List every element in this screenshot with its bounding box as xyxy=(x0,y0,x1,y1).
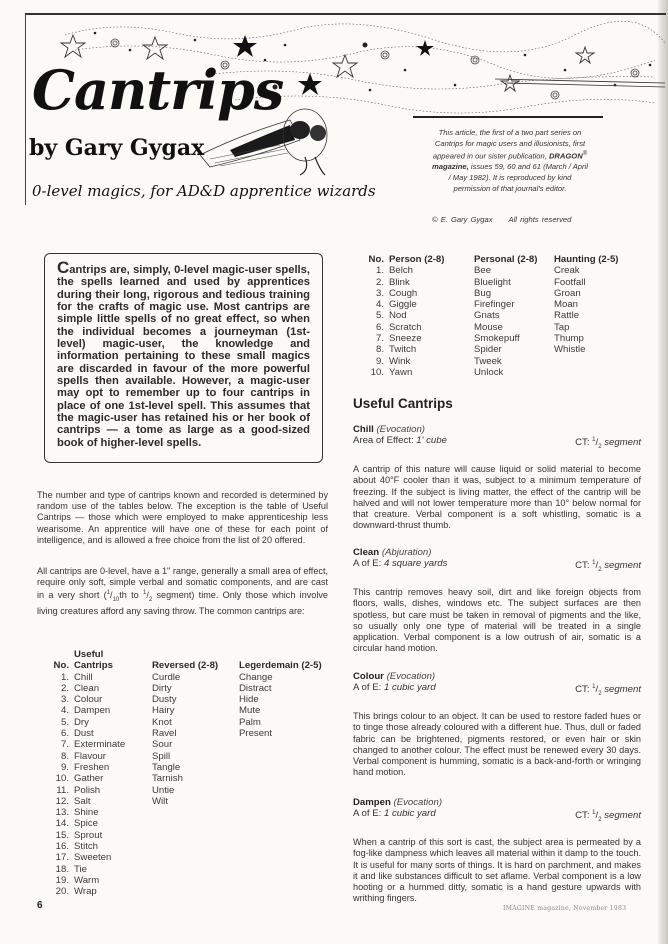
cantrip-name xyxy=(239,773,339,784)
row-number: 18. xyxy=(55,863,69,875)
table-row xyxy=(362,344,644,355)
row-number: 10. xyxy=(55,773,69,785)
cantrip-name xyxy=(239,852,339,863)
row-number: 5. xyxy=(375,310,384,322)
row-number: 7. xyxy=(375,333,384,345)
row-number: 14. xyxy=(55,818,69,830)
cantrip-name xyxy=(152,841,239,852)
column-header: Legerdemain (2-5) xyxy=(239,660,322,672)
cantrip-name: Blink xyxy=(389,276,410,288)
aoe-label: A of E: xyxy=(353,808,382,819)
row-number: 7. xyxy=(60,739,69,751)
table-row xyxy=(44,818,339,829)
aoe-label: Area of Effect: xyxy=(353,435,414,446)
cantrip-name: Spill xyxy=(152,750,171,762)
entry-meta xyxy=(353,435,641,453)
reprint-note: This article, the first of a two part series on Cantrips for magic users and illusionists, first appeared in our sister publication, DRAGON® magazine, issues 59, 60 and 61 (March / April / May 1982). It is reproduced by kind permission of that journal's editor. xyxy=(432,128,588,193)
casting-time: CT: $^1/_2$ segment xyxy=(575,810,641,824)
cantrip-name: Hairy xyxy=(152,705,175,717)
aoe-value: 1 cubic yard xyxy=(383,682,436,693)
cantrip-name xyxy=(152,830,239,841)
cantrip-name: Shine xyxy=(74,807,99,819)
cantrip-name: Tweek xyxy=(474,355,502,367)
cantrip-name: Tap xyxy=(554,321,570,333)
star-icon xyxy=(576,47,594,63)
row-number: 10. xyxy=(370,366,384,378)
aoe-value: 1' cube xyxy=(416,435,447,446)
table-row xyxy=(44,886,339,897)
cantrip-name xyxy=(239,807,339,818)
entry-meta xyxy=(353,682,641,700)
entry-name: Colour xyxy=(353,671,384,682)
row-number: 16. xyxy=(55,841,69,853)
cantrip-name: Creak xyxy=(554,265,580,277)
cantrip-name xyxy=(239,864,339,875)
entry-description: This brings colour to an object. It can be used to restore faded hues or to tinge those already coloured with a different hue. Thus, dull or faded fabric can be brightened, pigments restored, or even hair or skin changed to another colour. The effect must be renewed every 30 days. Verbal component is humming, somatic is a back-and-forth or wringing hand motion. xyxy=(353,711,641,778)
table-row xyxy=(44,852,339,863)
cantrip-name: Tarnish xyxy=(152,773,183,785)
cantrip-name: Wink xyxy=(389,355,411,367)
cantrip-name: Tangle xyxy=(152,761,181,773)
row-number: 2. xyxy=(60,682,69,694)
table-row xyxy=(362,310,644,321)
useful-cantrips-table xyxy=(44,649,339,898)
table-row xyxy=(44,728,339,739)
aoe-label: A of E: xyxy=(353,558,382,569)
row-number: 4. xyxy=(375,299,384,311)
column-header: No. xyxy=(53,660,69,672)
cantrip-name xyxy=(152,807,239,818)
table-row xyxy=(44,875,339,886)
row-number: 1. xyxy=(375,265,384,277)
cantrip-name: Scratch xyxy=(389,321,422,333)
row-number: 3. xyxy=(375,287,384,299)
entry-description: A cantrip of this nature will cause liquid or solid material to become about 40°F cooler than it was, subject to a minimum temperature of freezing. If the subject is living matter, the effect of the cantrip will be halved and will not lower temperature more than 10° below normal for that creature. Verbal component is a soft whistling, somatic is a downward-thrust thumb. xyxy=(353,464,641,531)
star-icon xyxy=(416,40,434,56)
cantrip-name: Palm xyxy=(239,716,261,728)
cantrip-name xyxy=(239,875,339,886)
cantrip-name: Sneeze xyxy=(389,333,422,345)
cantrip-name: Yawn xyxy=(389,366,413,378)
cantrip-name: Knot xyxy=(152,716,172,728)
row-number: 8. xyxy=(375,344,384,356)
cantrip-entry xyxy=(353,424,641,531)
table-row xyxy=(44,683,339,694)
cantrip-name: Warm xyxy=(74,874,100,886)
aoe-value: 4 square yards xyxy=(383,558,448,569)
cantrip-name: Salt xyxy=(74,795,91,807)
entry-school: (Evocation) xyxy=(393,797,443,808)
table-row xyxy=(44,830,339,841)
column-header: No. xyxy=(368,254,384,265)
column-header: Personal (2-8) xyxy=(474,254,538,265)
cantrip-name: Gnats xyxy=(474,310,500,322)
cantrip-name: Freshen xyxy=(74,761,110,773)
cantrip-name: Thump xyxy=(554,333,584,345)
entry-school: (Evocation) xyxy=(376,424,425,435)
cantrip-name xyxy=(239,739,339,750)
section-heading: Useful Cantrips xyxy=(353,396,453,411)
cantrip-name: Footfall xyxy=(554,276,586,288)
cantrip-name: Wrap xyxy=(74,886,97,898)
row-number: 6. xyxy=(375,321,384,333)
table-row xyxy=(362,333,644,344)
table-row xyxy=(44,694,339,705)
cantrip-name: Present xyxy=(239,728,273,740)
cantrip-name: Colour xyxy=(74,694,103,706)
entry-school: (Evocation) xyxy=(386,671,436,682)
cantrip-name: Cough xyxy=(389,287,418,299)
entry-name: Clean xyxy=(353,547,380,558)
entry-heading xyxy=(353,547,641,558)
cantrip-name: Spider xyxy=(474,344,502,356)
cantrip-name: Mute xyxy=(239,705,261,717)
cantrip-name: Smokepuff xyxy=(474,333,520,345)
cantrip-name xyxy=(239,751,339,762)
drop-cap: C xyxy=(57,258,70,277)
row-number: 1. xyxy=(60,671,69,683)
cantrip-name xyxy=(239,841,339,852)
row-number: 9. xyxy=(375,355,384,367)
row-number: 5. xyxy=(60,716,69,728)
entry-heading xyxy=(353,671,641,682)
cantrip-name: Whistle xyxy=(554,344,586,356)
cantrip-name xyxy=(152,864,239,875)
row-number: 9. xyxy=(60,761,69,773)
row-number: 15. xyxy=(55,829,69,841)
cantrip-name: Nod xyxy=(389,310,407,322)
column-header: Useful xyxy=(74,649,104,660)
cantrip-name: Mouse xyxy=(474,321,503,333)
cantrip-name: Sprout xyxy=(74,829,103,841)
row-number: 6. xyxy=(60,728,69,740)
table-row xyxy=(362,367,644,378)
row-number: 4. xyxy=(60,705,69,717)
cantrip-name: Bee xyxy=(474,265,492,277)
cantrip-name: Giggle xyxy=(389,299,417,311)
cantrip-name: Dampen xyxy=(74,705,111,717)
table-row xyxy=(44,841,339,852)
table-row xyxy=(362,299,644,310)
intro-box: Cantrips are, simply, 0-level magic-user spells, the spells learned and used by apprentices during their long, rigorous and tedious training for the crafts of magic use. Most cantrips are simple little spells of no great effect, so when the individual becomes a journeyman (1st-level) magic-user, the knowledge and information pertaining to these small magics are discarded in favour of the more powerful spells then available. However, a magic-user may opt to remember up to four cantrips in place of one 1st-level spell. This assumes that the magic-user has retained his or her book of cantrips — a tome as large as a good-sized book of higher-level spells. xyxy=(44,253,323,463)
cantrip-name xyxy=(239,762,339,773)
cantrip-name xyxy=(554,367,644,378)
cantrip-name: Change xyxy=(239,671,273,683)
table-row xyxy=(44,796,339,807)
cantrip-name xyxy=(152,818,239,829)
body-paragraph: The number and type of cantrips known and recorded is determined by random use of the tables below. The exception is the table of Useful Cantrips — those which were employed to make apprenticeship less wearisome. An apprentice will have one of these for each point of intelligence, and is allowed a free choice from the list of 20 offered. xyxy=(37,490,328,545)
table-row xyxy=(44,773,339,784)
row-number: 20. xyxy=(55,886,69,898)
table-row xyxy=(44,762,339,773)
cantrip-name: Rattle xyxy=(554,310,580,322)
column-header: Reversed (2-8) xyxy=(152,660,219,672)
cantrip-entry xyxy=(353,671,641,778)
cantrip-name: Hide xyxy=(239,694,259,706)
table-row xyxy=(44,751,339,762)
cantrip-name: Dirty xyxy=(152,682,172,694)
cantrip-name: Exterminate xyxy=(74,739,126,751)
cantrip-name xyxy=(152,886,239,897)
cantrip-name xyxy=(152,852,239,863)
casting-time: CT: $^1/_2$ segment xyxy=(575,560,641,574)
cantrip-name: Clean xyxy=(74,682,100,694)
table-row xyxy=(362,265,644,276)
cantrip-name: Bluelight xyxy=(474,276,511,288)
entry-heading xyxy=(353,424,641,435)
entry-meta xyxy=(353,558,641,576)
note-divider xyxy=(413,116,603,118)
star-icon xyxy=(333,55,357,77)
copyright-symbol: © xyxy=(432,215,438,224)
table-row xyxy=(44,739,339,750)
table-row xyxy=(44,717,339,728)
table-row xyxy=(44,705,339,716)
table-row xyxy=(362,322,644,333)
cantrip-name xyxy=(239,818,339,829)
cantrip-name: Spice xyxy=(74,818,98,830)
cantrip-name: Sour xyxy=(152,739,173,751)
cantrip-name: Chill xyxy=(74,671,93,683)
cantrip-name: Bug xyxy=(474,287,492,299)
person-personal-haunting-table xyxy=(362,254,644,378)
star-icon xyxy=(143,37,167,59)
entry-description: When a cantrip of this sort is cast, the subject area is permeated by a fog-like dampness which leaves all material within it damp to the touch. It is useful for many sorts of things. It is hard on parchment, and makes it and like substances difficult to set aflame. Verbal component is a low hooting or a hummed ditty, somatic is a hand gesture upwards with writhing fingers. xyxy=(353,837,641,904)
footer-credit: IMAGINE magazine, November 1983 xyxy=(503,905,627,912)
star-icon xyxy=(233,35,257,57)
cantrip-name: Untie xyxy=(152,784,175,796)
table-row xyxy=(44,785,339,796)
star-icon xyxy=(298,73,322,95)
cantrip-name: Unlock xyxy=(474,366,504,378)
aoe-value: 1 cubic yard xyxy=(383,808,436,819)
cantrip-entry xyxy=(353,547,641,654)
subtitle: 0-level magics, for AD&D apprentice wizards xyxy=(32,182,376,200)
table-row xyxy=(362,356,644,367)
column-header: Cantrips xyxy=(74,660,113,672)
cantrip-name xyxy=(152,875,239,886)
column-header: Haunting (2-5) xyxy=(554,254,619,265)
table-row xyxy=(44,807,339,818)
body-paragraph: All cantrips are 0-level, have a 1" range, generally a small area of effect, require only soft, simple verbal and somatic components, and are cast in a very short ($^1/_{10}th$ to $^1/_2$ segment) time. Only those which involve living creatures afford any saving throw. The common cantrips are: xyxy=(37,566,328,617)
cantrip-name: Tie xyxy=(74,863,87,875)
row-number: 2. xyxy=(375,276,384,288)
row-number: 3. xyxy=(60,694,69,706)
table-row xyxy=(362,277,644,288)
cantrip-name: Groan xyxy=(554,287,581,299)
entry-name: Chill xyxy=(353,424,374,435)
cantrip-name: Stitch xyxy=(74,841,98,853)
cantrip-name: Belch xyxy=(389,265,413,277)
cantrip-name xyxy=(239,830,339,841)
cantrip-name: Moan xyxy=(554,299,578,311)
cantrip-name: Dry xyxy=(74,716,89,728)
entry-meta xyxy=(353,808,641,826)
cantrip-name: Sweeten xyxy=(74,852,112,864)
entry-school: (Abjuration) xyxy=(381,547,432,558)
cantrip-name: Flavour xyxy=(74,750,106,762)
cantrip-name: Firefinger xyxy=(474,299,515,311)
cantrip-name xyxy=(239,886,339,897)
aoe-label: A of E: xyxy=(353,682,382,693)
row-number: 8. xyxy=(60,750,69,762)
table-row xyxy=(44,864,339,875)
cantrip-name: Curdle xyxy=(152,671,181,683)
cantrip-name: Polish xyxy=(74,784,101,796)
row-number: 12. xyxy=(55,795,69,807)
page-number: 6 xyxy=(37,900,43,911)
magazine-name: DRAGON xyxy=(548,151,583,161)
entry-description: This cantrip removes heavy soil, dirt and like foreign objects from floors, walls, dishes, windows etc. The subject surfaces are then spotless, but care must be taken in removal of pigments and the like, so usually only one type of material will be treated in a single application. Verbal component is a low outrush of air, somatic is a circular hand motion. xyxy=(353,587,641,654)
column-header: Person (2-8) xyxy=(389,254,445,265)
entry-heading xyxy=(353,797,641,808)
cantrip-name xyxy=(239,785,339,796)
row-number: 17. xyxy=(55,852,69,864)
entry-name: Dampen xyxy=(353,797,391,808)
casting-time: CT: $^1/_2$ segment xyxy=(575,684,641,698)
cantrip-name: Gather xyxy=(74,773,104,785)
copyright-line: © E. Gary Gygax All rights reserved xyxy=(432,215,572,224)
cantrip-name xyxy=(239,796,339,807)
cantrip-name: Dusty xyxy=(152,694,177,706)
table-row xyxy=(362,288,644,299)
article-title: Cantrips xyxy=(32,58,284,122)
wind-streaks xyxy=(495,79,665,87)
cantrip-name: Distract xyxy=(239,682,272,694)
cantrip-name: Ravel xyxy=(152,728,177,740)
row-number: 19. xyxy=(55,874,69,886)
cantrip-name xyxy=(554,356,644,367)
byline: by Gary Gygax xyxy=(29,135,205,161)
table-row xyxy=(44,672,339,683)
row-number: 13. xyxy=(55,807,69,819)
cantrip-name: Wilt xyxy=(152,795,168,807)
cantrip-entry xyxy=(353,797,641,904)
cantrip-name: Twitch xyxy=(389,344,417,356)
cantrip-name: Dust xyxy=(74,728,94,740)
casting-time: CT: $^1/_2$ segment xyxy=(575,437,641,451)
row-number: 11. xyxy=(56,784,69,796)
star-icon xyxy=(61,35,85,57)
